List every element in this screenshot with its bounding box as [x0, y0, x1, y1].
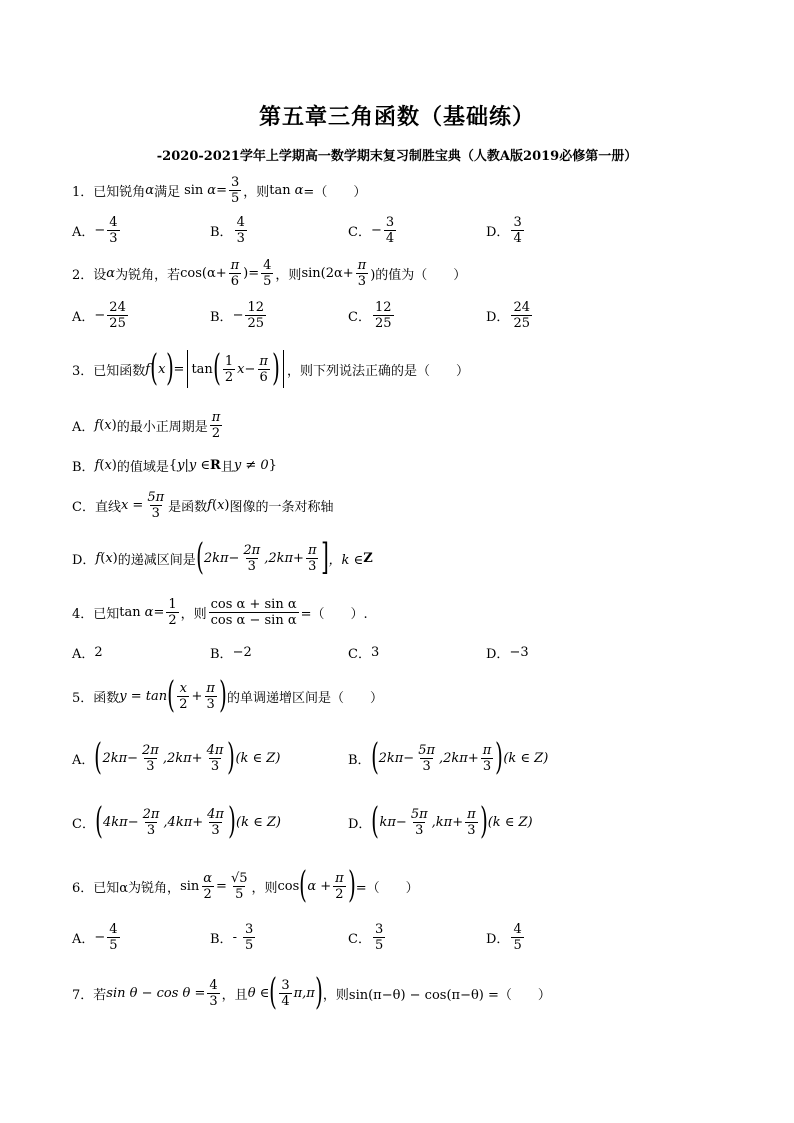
option-b[interactable]: B． $\frac{4}{3}$	[210, 215, 245, 246]
option-a[interactable]: A． − $\frac{4}{5}$	[72, 922, 118, 953]
option-a[interactable]: A． 2	[72, 645, 103, 662]
question-4: 4． 已知 tan α = $\frac{1}{2}$ ，则 $\frac{\text{cos α + sin α}}{\text{cos α − sin α}}$ =（ ）.	[72, 597, 368, 628]
option-c[interactable]: C． 直线 x = $\frac{5\pi}{3}$ 是函数 f ( x ) 图像的一条对称轴	[72, 490, 334, 521]
option-b[interactable]: B． −2	[210, 645, 252, 662]
option-c[interactable]: C． $\frac{12}{25}$	[348, 300, 392, 331]
option-d[interactable]: D． $\frac{4}{5}$	[486, 922, 522, 953]
question-2: 2． 设 α 为锐角，若 cos(α+ $\frac{\pi}{6}$ )= $\frac{4}{5}$ ，则 sin(2α+ $\frac{\pi}{3}$ )的值为（ ）	[72, 258, 467, 289]
document-title: 第五章三角函数（基础练）	[258, 104, 535, 130]
option-c[interactable]: C． $\frac{3}{5}$	[348, 922, 384, 953]
question-1	[72, 175, 366, 206]
option-d[interactable]: D． f ( x ) 的递减区间是 ( 2kπ− $\frac{2\pi}{3}$ ,2kπ+ $\frac{\pi}{3}$ ] ，k ∈ Z	[72, 537, 373, 578]
alpha-symbol: α	[207, 183, 217, 198]
question-number: 1．	[72, 185, 94, 200]
option-d[interactable]: D． ( kπ− $\frac{5\pi}{3}$ ,kπ+ $\frac{\pi}{3}$ ) (k ∈ Z)	[348, 801, 533, 842]
question-text: 满足	[154, 185, 181, 200]
option-c[interactable]: C． ( 4kπ− $\frac{2\pi}{3}$ ,4kπ+ $\frac{4\pi}{3}$ ) (k ∈ Z)	[72, 801, 281, 842]
math-func: tan	[269, 183, 291, 198]
fraction: $\frac{3}{5}$	[230, 175, 240, 206]
option-b[interactable]: B． − $\frac{12}{25}$	[210, 300, 265, 331]
question-text: 已知锐角	[93, 185, 146, 200]
option-b[interactable]: B． - $\frac{3}{5}$	[210, 922, 254, 953]
option-a[interactable]: A． f ( x ) 的最小正周期是 $\frac{\pi}{2}$	[72, 410, 221, 441]
option-a[interactable]: A． − $\frac{24}{25}$	[72, 300, 126, 331]
question-text: ，则	[243, 185, 270, 200]
alpha-symbol: α	[294, 183, 304, 198]
option-a[interactable]: A． ( 2kπ− $\frac{2\pi}{3}$ ,2kπ+ $\frac{4\pi}{3}$ ) (k ∈ Z)	[72, 737, 281, 778]
math-op: =	[216, 183, 227, 198]
question-7: 7． 若 sin θ − cos θ = $\frac{4}{3}$ ，且 θ ∈ ( $\frac{3}{4}$ π,π ) ，则 sin(π−θ) − cos(π−θ) =（ ）	[72, 972, 551, 1013]
option-c[interactable]: C． − $\frac{3}{4}$	[348, 215, 395, 246]
question-6: 6． 已知α为锐角， sin $\frac{\alpha}{2}$ = $\frac{√5}{5}$ ，则 cos ( α + $\frac{\pi}{2}$ ) =（ ）	[72, 865, 419, 906]
option-b[interactable]: B． f ( x ) 的值域是 { y | y ∈ R 且 y ≠ 0 }	[72, 458, 277, 475]
option-d[interactable]: D． $\frac{24}{25}$	[486, 300, 530, 331]
math-func: sin	[184, 183, 204, 198]
alpha-symbol: α	[145, 183, 155, 198]
option-a[interactable]: A． − $\frac{4}{3}$	[72, 215, 118, 246]
question-text: =（ ）	[303, 185, 367, 200]
option-d[interactable]: D． $\frac{3}{4}$	[486, 215, 522, 246]
question-5: 5． 函数 y = tan ( $\frac{x}{2}$ + $\frac{\pi}{3}$ ) 的单调递增区间是（ ）	[72, 675, 383, 716]
alpha-symbol: α	[106, 266, 116, 281]
question-3: 3． 已知函数 f ( x ) = tan ( $\frac{1}{2}$ x− $\frac{\pi}{6}$ ) ，则下列说法正确的是（ ）	[72, 348, 469, 389]
option-d[interactable]: D． −3	[486, 645, 529, 662]
option-b[interactable]: B． ( 2kπ− $\frac{5\pi}{3}$ ,2kπ+ $\frac{\pi}{3}$ ) (k ∈ Z)	[348, 737, 549, 778]
document-subtitle: -2020-2021学年上学期高一数学期末复习制胜宝典（人教A版2019必修第一册）	[156, 149, 638, 164]
option-c[interactable]: C． 3	[348, 645, 380, 662]
